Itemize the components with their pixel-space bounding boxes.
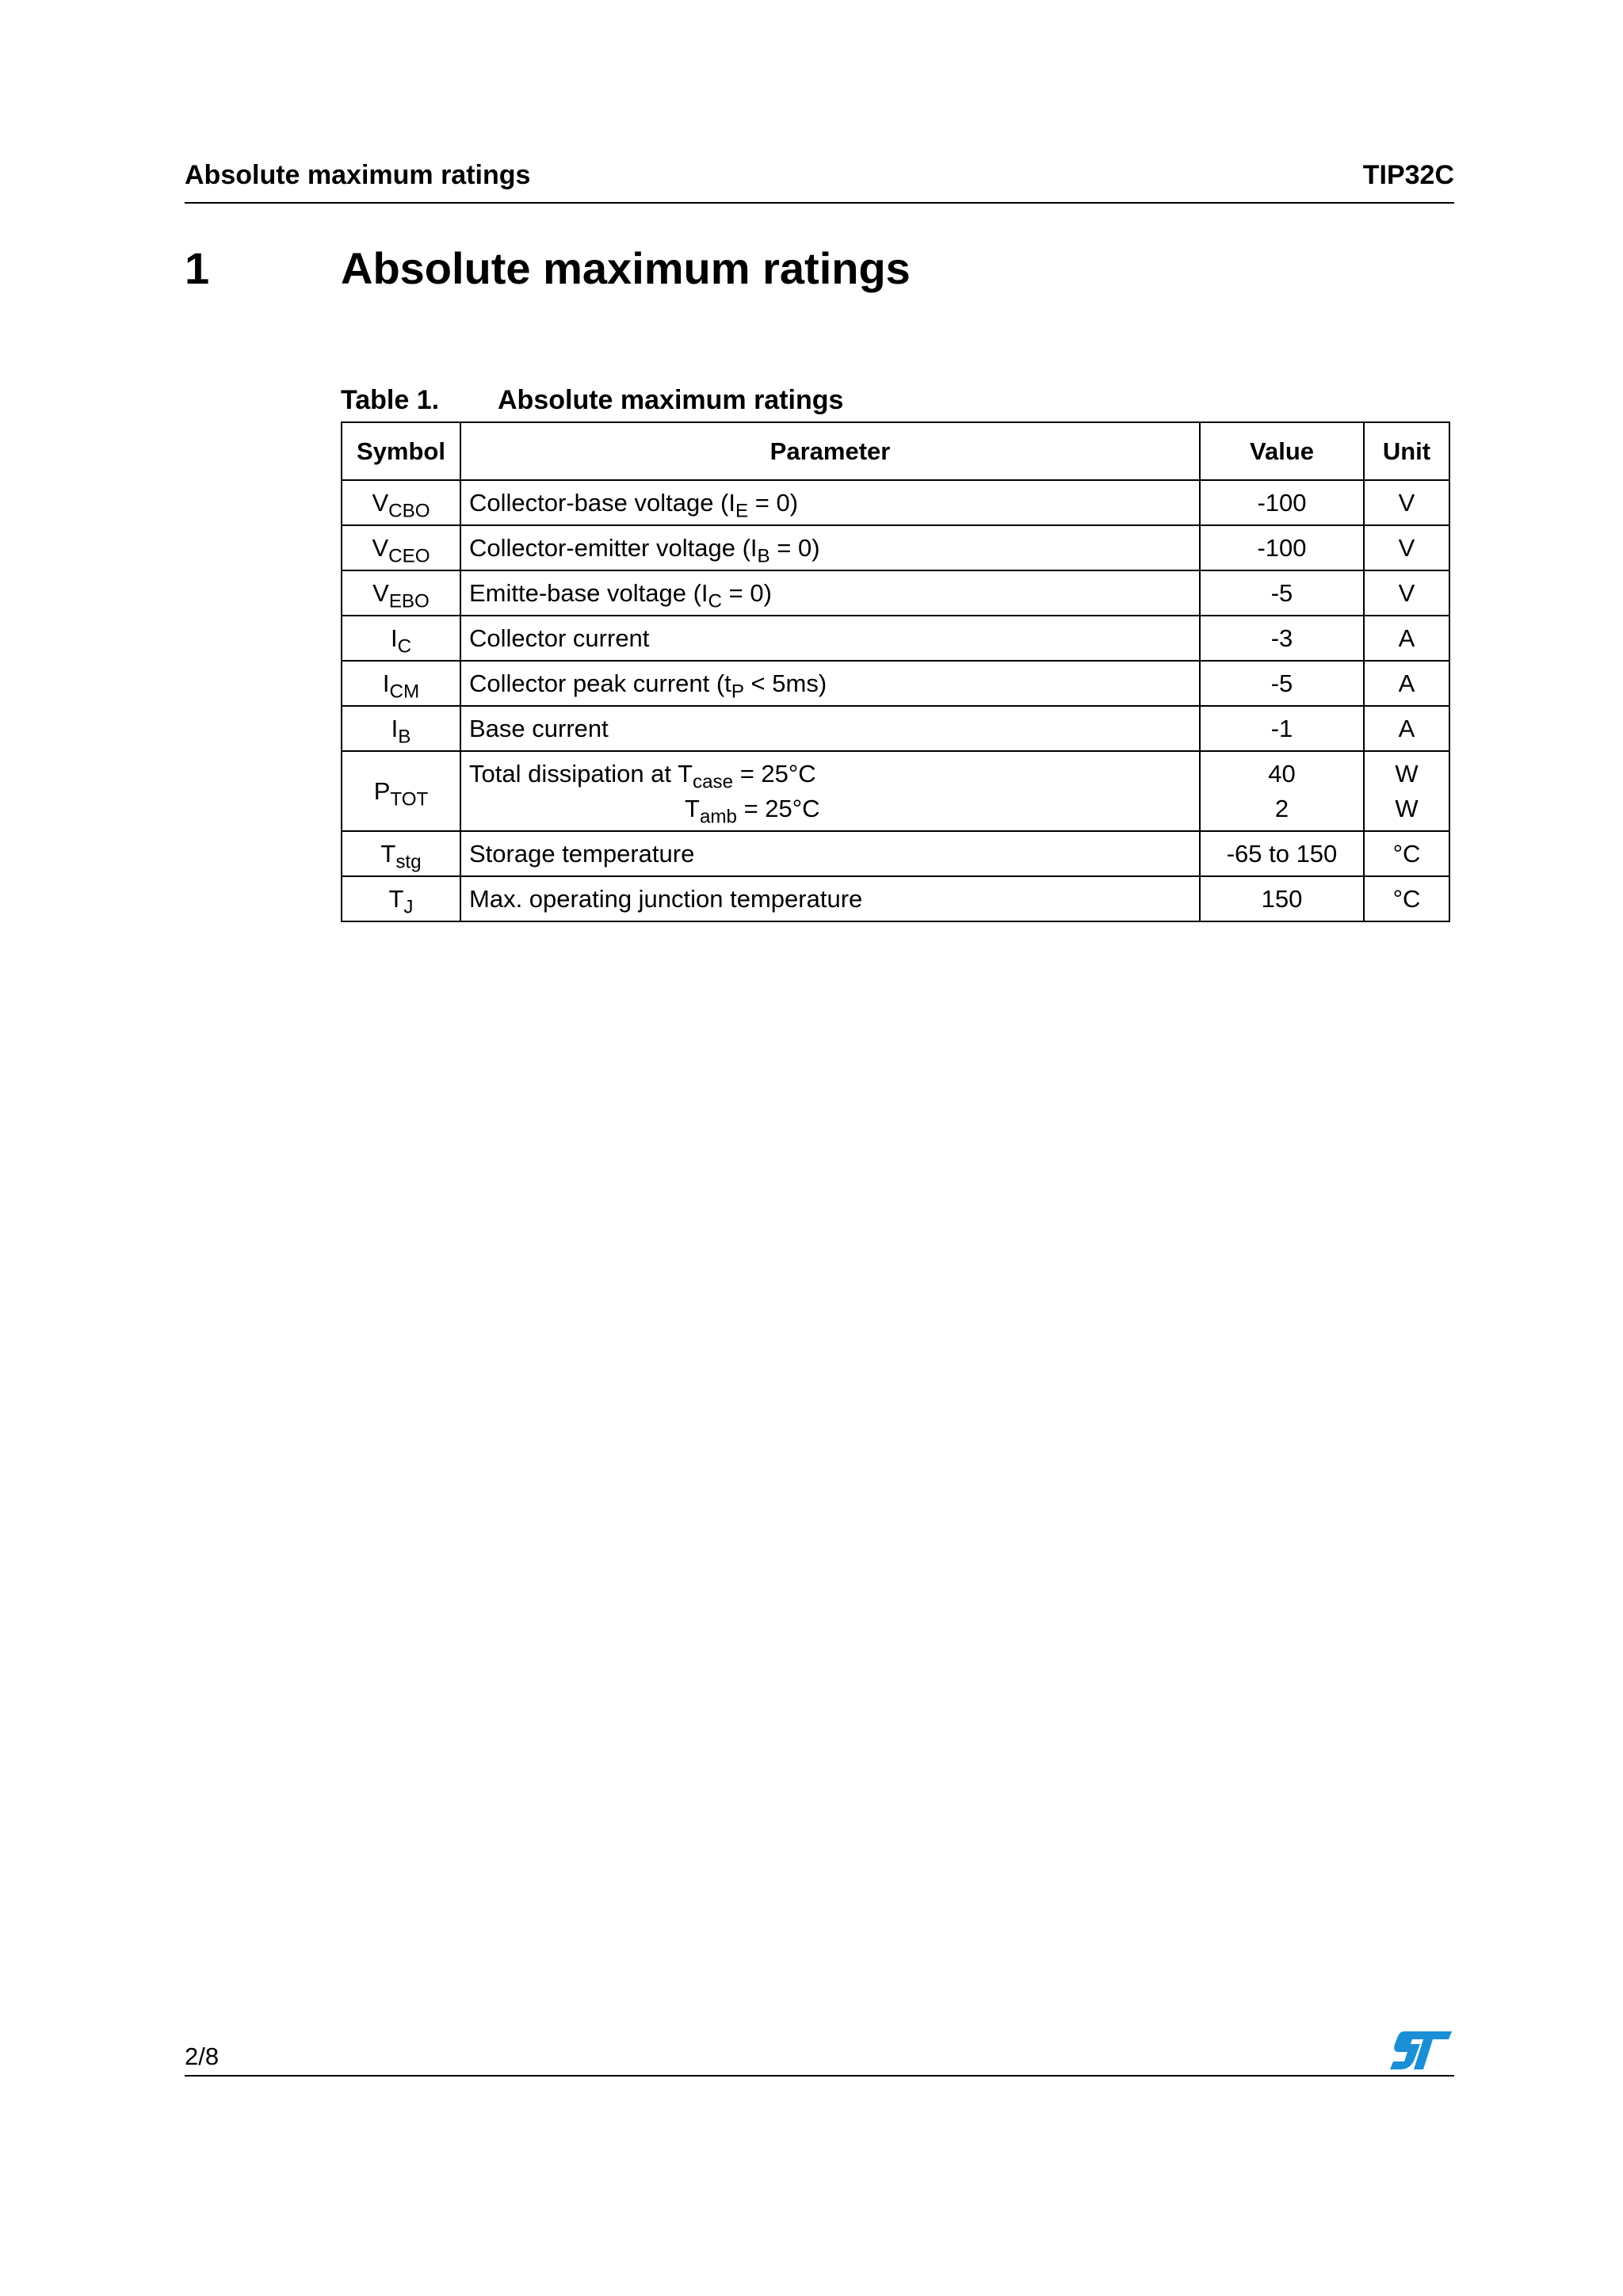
unit-cell: A [1364, 616, 1449, 661]
st-logo-s [1390, 2031, 1452, 2069]
value-cell [1200, 751, 1364, 831]
value-cell: 150 [1200, 876, 1364, 921]
unit-cell: A [1364, 661, 1449, 706]
unit-cell: V [1364, 525, 1449, 570]
parameter-cell: Collector peak current $(t_P < 5ms)$ [460, 661, 1200, 706]
value-cell: -1 [1200, 706, 1364, 751]
col-header-value: Value [1200, 422, 1364, 480]
symbol-cell: $I_{CM}$ [342, 661, 460, 706]
col-header-parameter: Parameter [460, 422, 1200, 480]
footer-rule [185, 2075, 1454, 2077]
page-number: 2/8 [185, 2042, 220, 2070]
ratings-table [341, 421, 1450, 922]
table-row [342, 876, 1449, 921]
header-rule [185, 202, 1454, 204]
col-header-unit: Unit [1364, 422, 1449, 480]
value-cell: -100 [1200, 525, 1364, 570]
table-caption-number: Table 1. [341, 385, 440, 415]
table-row [342, 525, 1449, 570]
section-title: Absolute maximum ratings [341, 243, 911, 293]
symbol-cell: $I_B$ [342, 706, 460, 751]
table-header-row [342, 422, 1449, 480]
parameter-cell: Base current [460, 706, 1200, 751]
table-row [342, 751, 1449, 831]
symbol-cell: $I_C$ [342, 616, 460, 661]
unit-line: W [1395, 794, 1419, 822]
value-line: 2 [1274, 794, 1289, 822]
table-caption-title: Absolute maximum ratings [498, 385, 844, 415]
section-number: 1 [185, 243, 210, 293]
value-line: 40 [1268, 759, 1296, 788]
parameter-line: Total dissipation at $T_{case} = 25^\circ C$ [469, 759, 816, 792]
parameter-line: $T_{amb} = 25^\circ C$ [685, 794, 820, 827]
unit-cell: V [1364, 570, 1449, 616]
value-cell: -65 to 150 [1200, 831, 1364, 876]
parameter-cell: Collector-emitter voltage $(I_B = 0)$ [460, 525, 1200, 570]
header-section-title: Absolute maximum ratings [185, 160, 531, 190]
unit-cell [1364, 751, 1449, 831]
table-row [342, 706, 1449, 751]
value-cell: -3 [1200, 616, 1364, 661]
parameter-cell: Emitte-base voltage $(I_C = 0)$ [460, 570, 1200, 616]
col-header-symbol: Symbol [342, 422, 460, 480]
unit-line: W [1395, 759, 1419, 788]
header-part-number: TIP32C [1362, 160, 1454, 190]
parameter-cell: Max. operating junction temperature [460, 876, 1200, 921]
symbol-cell: $T_J$ [342, 876, 460, 921]
symbol-cell: $V_{CBO}$ [342, 480, 460, 525]
unit-cell: A [1364, 706, 1449, 751]
table-row [342, 480, 1449, 525]
unit-cell: °C [1364, 876, 1449, 921]
value-cell: -5 [1200, 661, 1364, 706]
unit-cell: °C [1364, 831, 1449, 876]
symbol-cell: $V_{CEO}$ [342, 525, 460, 570]
table-row [342, 661, 1449, 706]
st-logo [1388, 2030, 1453, 2071]
parameter-cell: Collector-base voltage $(I_E = 0)$ [460, 480, 1200, 525]
symbol-cell: $T_{stg}$ [342, 831, 460, 876]
table-row [342, 570, 1449, 616]
parameter-cell: Storage temperature [460, 831, 1200, 876]
unit-cell: V [1364, 480, 1449, 525]
parameter-cell [460, 751, 1200, 831]
symbol-cell: $P_{TOT}$ [342, 751, 460, 831]
table-row [342, 616, 1449, 661]
table-row [342, 831, 1449, 876]
value-cell: -5 [1200, 570, 1364, 616]
parameter-cell: Collector current [460, 616, 1200, 661]
value-cell: -100 [1200, 480, 1364, 525]
symbol-cell: $V_{EBO}$ [342, 570, 460, 616]
